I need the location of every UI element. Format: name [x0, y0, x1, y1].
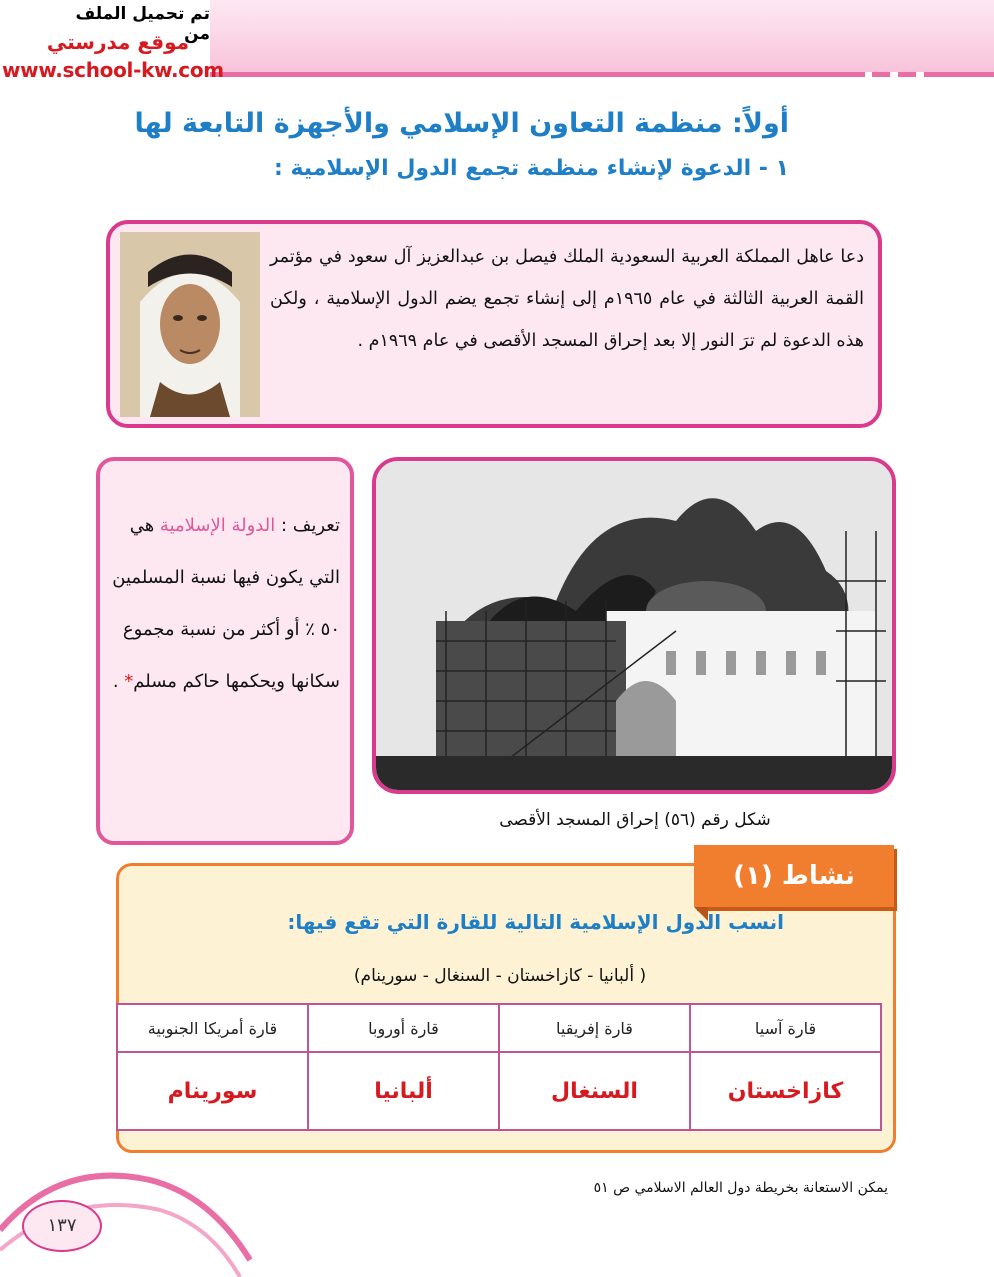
- header-dash: [898, 72, 916, 77]
- footnote: يمكن الاستعانة بخريطة دول العالم الاسلامي ص ٥١: [593, 1180, 888, 1196]
- answer-africa: السنغال: [499, 1052, 690, 1130]
- header-europe: قارة أوروبا: [308, 1004, 499, 1052]
- king-faisal-portrait: [120, 232, 260, 417]
- subsection-heading: ١ - الدعوة لإنشاء منظمة تجمع الدول الإسلامية :: [274, 156, 789, 181]
- activity-instruction: انسب الدول الإسلامية التالية للقارة التي تقع فيها:: [287, 910, 784, 934]
- header-south-america: قارة أمريكا الجنوبية: [117, 1004, 308, 1052]
- definition-text: [112, 500, 340, 708]
- header-dash: [924, 72, 994, 77]
- answer-asia: كازاخستان: [690, 1052, 881, 1130]
- page-number: ١٣٧: [22, 1200, 102, 1252]
- definition-body: هي التي يكون فيها نسبة المسلمين ٥٠ ٪ أو أكثر من نسبة مجموع سكانها ويحكمها حاكم مسلم: [112, 515, 340, 692]
- header-africa: قارة إفريقيا: [499, 1004, 690, 1052]
- aqsa-fire-photo: [372, 457, 896, 794]
- aqsa-fire-illustration: [376, 461, 892, 790]
- portrait-illustration: [120, 232, 260, 417]
- country-list: ( ألبانيا - كازاخستان - السنغال - سورينام): [353, 966, 647, 986]
- activity-tab: نشاط (١): [694, 845, 894, 907]
- definition-term: الدولة الإسلامية: [159, 515, 276, 536]
- watermark-site-name: موقع مدرستي: [46, 30, 190, 54]
- section-heading: أولاً: منظمة التعاون الإسلامي والأجهزة التابعة لها: [134, 108, 789, 139]
- watermark-url[interactable]: www.school-kw.com: [2, 58, 224, 82]
- figure-caption: شكل رقم (٥٦) إحراق المسجد الأقصى: [499, 810, 771, 830]
- answer-europe: ألبانيا: [308, 1052, 499, 1130]
- answer-south-america: سورينام: [117, 1052, 308, 1130]
- header-band: [210, 0, 994, 72]
- watermark-line-1: تم تحميل الملف من: [75, 4, 210, 44]
- table-header-row: [117, 1004, 881, 1052]
- continents-table: [116, 1003, 882, 1131]
- header-rule: [210, 72, 865, 77]
- definition-end: .: [112, 671, 125, 692]
- header-dash: [872, 72, 890, 77]
- footnote-star: *: [124, 671, 134, 692]
- table-answer-row: [117, 1052, 881, 1130]
- definition-label: تعريف :: [275, 515, 340, 536]
- intro-paragraph: دعا عاهل المملكة العربية السعودية الملك فيصل بن عبدالعزيز آل سعود في مؤتمر القمة العربية الثالثة في عام ١٩٦٥م إلى إنشاء تجمع يضم الدول الإسلامية ، ولكن هذه الدعوة لم ترَ النور إلا بعد إحراق المسجد الأقصى في عام ١٩٦٩م .: [270, 247, 864, 351]
- header-asia: قارة آسيا: [690, 1004, 881, 1052]
